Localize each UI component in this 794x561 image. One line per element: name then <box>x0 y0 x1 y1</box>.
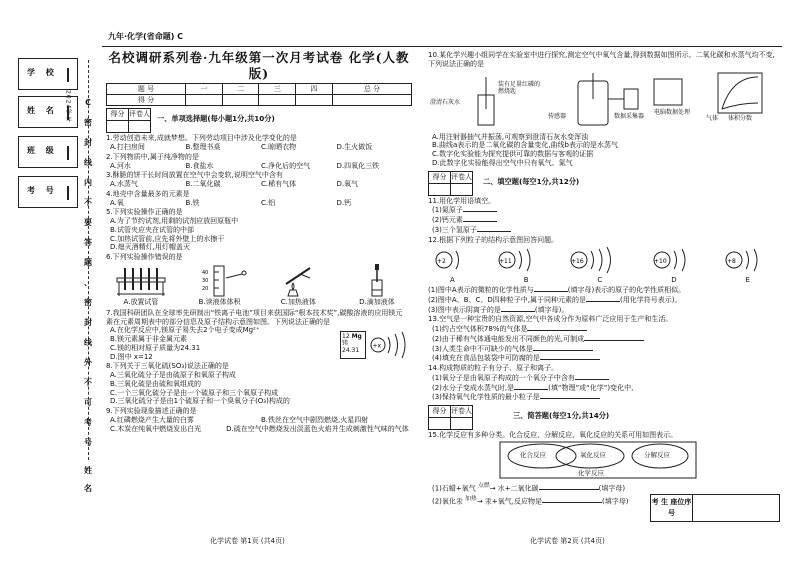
question-7: 7.我国科研团队在全球率先研制出“铁离子电池”项目来获国际“根本技术奖”,碳酸溶液的应用镁元素在元素周期表中的部分信息及原子结构示意图如图。下列说法正确的是 A.在化学反应中,镁原子易失去2个电子变成Mg²⁺ B.镁元素属于非金属元素 C.镁的相对原子质量为24.31 D.图中 x=12 12 Mg 镁 24.31 +x <box>106 309 412 362</box>
page-1-footer: 化学试卷 第1页 (共4页) <box>210 537 285 545</box>
question-9: 9.下列实验现象描述正确的是 A.红磷燃烧产生大量的白雾 B.铁丝在空气中剧烈燃烧,火星四射 C.木炭在纯氧中燃烧发出白光 D.硫在空气中燃烧发出淡蓝色火焰并生成刺激性气味的气体 <box>106 407 409 433</box>
atom-a <box>434 245 474 275</box>
q10-apparatus: 澄清石灰水 装有足量红磷的燃烧匙 传感器 数据采集器 电脑数据处理 气体 体积分数 <box>428 69 780 133</box>
question-14: 14.构成物质的粒子有分子、原子和离子。 (1)氧分子是由氧原子构成的一个氧分子中含有 (2)水分子变成水蒸气时,是 (填“物理”或“化学”)变化中, (3)保持氧气化学性质的最小粒子是 <box>428 364 634 402</box>
class-field[interactable]: 班 级 <box>18 136 78 168</box>
question-3: 3.酥脆的饼干长时间放置在空气中会变软,说明空气中含有 A.水蒸气 B.二氧化碳 C.稀有气体 D.氧气 <box>106 171 359 188</box>
question-10: 10.某化学兴趣小组同学在实验室中进行探究,测定空气中氧气含量,得到数据如图所示。二氧化碳和水蒸气均不变,下列说法正确的是 澄清石灰水 装有足量红磷的燃烧匙 传感器 数据采集器 电脑数据处理 气体 体积分数 A.用注射器抽气并振荡,可观察到澄清石灰水变浑浊 B.曲线a表示的是二氧化碳的含量变化,曲线b表示的是水蒸气 C.数字化实验能为探究提供可靠的数据与客观的证据 D.此数字化实验能得出空气中只有氧气、氮气 <box>428 51 780 168</box>
header-rule <box>102 46 782 47</box>
svg-text:+8: +8 <box>727 258 736 266</box>
score-table: 题 号 一 二 三 四 总 分 得 分 <box>106 83 412 106</box>
section-2-title: 二、填空题(每空1分,共12分) <box>483 176 580 186</box>
question-4: 4.地壳中含量最多的元素是 A.氧 B.铁 C.铝 D.钙 <box>106 189 352 207</box>
question-8: 8.下列关于三氧化硫(SO₃)说法正确的是 A.三氧化硫分子是由硫原子和氧原子构成 B.三氧化硫是由硫和氧组成的 C.一个三氧化硫分子是由一个硫原子和三个氧原子构成 D.三氧化硫分子是由1个硫原子和一个臭氧分子(O₃)构成的 <box>106 362 290 406</box>
question-12: 12.根据下列粒子的结构示意图回答问题。 +2 +11 +16 +10 +8 A B C D E (1)图中A表示的微粒的化学性质与 (填字母)表示的原子的化学性质相似。 (2)图中A、B、C、D四种粒子中,属于同种元素的是 (用化学符号表示)。 (3)图中表示阴离子的是 (填字母)。 <box>428 236 780 315</box>
svg-text:+11: +11 <box>498 258 512 266</box>
strip-name-label: 姓 名 <box>84 466 92 493</box>
question-11: 11.用化学用语填空。 (1)氮原子 (2)钙元素 (3)三个氢原子 <box>428 197 780 235</box>
q6-figures <box>106 264 412 308</box>
page-2 <box>428 50 780 506</box>
svg-text:40: 40 <box>201 269 209 276</box>
grader-box: 得分 评卷人 <box>106 108 151 133</box>
svg-text:20: 20 <box>201 285 209 292</box>
svg-text:+10: +10 <box>653 258 667 266</box>
atom-structures <box>428 244 780 276</box>
question-1: 1.劳动创造未来,成就梦想。下列劳动项目中涉及化学变化的是 A.打扫房间 B.整理书桌 C.晾晒衣物 D.生火做饭 <box>106 134 373 151</box>
atom-labels: A B C D E <box>450 276 750 285</box>
school-field[interactable]: 学 校 <box>18 58 78 90</box>
question-2: 2.下列物质中,属于纯净物的是 A.河水 B.食盐水 C.净化后的空气 D.四氧化三铁 <box>106 152 380 170</box>
question-13: 13.空气是一种宝贵的自然资源,空气中各成分作为原料广泛应用于生产和生活。 (1)约占空气体积78%的气体是 (2)由于稀有气体通电能发出不同颜色的光,可制成 (3)人类生命中不可缺少的气体是 (4)填充在食品包装袋中可防腐的是 <box>428 315 673 363</box>
strip-year-text: 2024学年 <box>64 90 72 124</box>
seat-number-box[interactable]: 考 生 座位序号 <box>650 494 780 522</box>
question-6: 6.下列实验操作错误的是 A.放置试管 40 30 20 B.读液体体积 C.加热液体 D.滴加液体 <box>106 253 412 308</box>
svg-text:+16: +16 <box>571 258 584 266</box>
atom-b <box>497 245 547 275</box>
page-1 <box>106 50 412 433</box>
reaction-venn-diagram: 化合反应 氧化反应 分解反应 化学反应 <box>498 440 698 480</box>
exam-title: 名校调研系列卷·九年级第一次月考试卷 化学(人教版) <box>108 50 410 81</box>
figure-b-graduated-cylinder: 40 30 20 B.读液体体积 <box>185 264 255 308</box>
grader-box-3: 得分 评卷人 <box>428 405 473 430</box>
svg-text:30: 30 <box>201 277 209 284</box>
svg-text:+2: +2 <box>437 258 446 266</box>
paper-header: 九年·化学(省命题) C <box>108 32 184 41</box>
svg-text:+x: +x <box>372 342 382 350</box>
atom-d <box>652 245 702 275</box>
figure-c-heating-liquid: C.加热液体 <box>263 264 333 308</box>
magnesium-element-card: 12 Mg 镁 24.31 <box>340 331 366 359</box>
figure-a-test-tube-rack: A.放置试管 <box>106 264 176 308</box>
question-15: 15.化学反应有多种分类。化合反应、分解反应、氧化反应的关系可用如图表示。 化合反应 氧化反应 分解反应 化学反应 (1)石蜡+氧气 $^{点燃}$→ 水+二氧化碳 (填字母) (2)氧化汞 $^{加热}$→ 汞+氧气,反应物是 (填字母) <box>428 431 780 506</box>
exam-number-field[interactable]: 考 号 <box>18 176 78 208</box>
section-1-title: 一、单项选择题(每小题1分,共10分) <box>157 114 275 124</box>
figure-d-dropper: D.滴加液体 <box>342 264 412 308</box>
grader-box-2: 得分 评卷人 <box>428 171 473 196</box>
page-2-footer: 化学试卷 第2页 (共4页) <box>530 537 605 545</box>
atom-c <box>569 245 629 275</box>
name-field[interactable]: 姓 名 <box>18 96 78 128</box>
seal-warning: C 密 封 线 内 不 要 答 题 、 密 封 线 外 不 可 考 号 <box>84 98 92 447</box>
atom-e <box>724 245 774 275</box>
section-3-title: 三、简答题(每空1分,共14分) <box>513 411 610 420</box>
question-5: 5.下列实验操作正确的是 A.为了节约试剂,用剩的试剂应放回原瓶中 B.试管夹应夹在试管的中部 C.加热试管前,应先将外壁上的水擦干 D.熄灭酒精灯,用灯帽盖灭 <box>106 208 239 252</box>
magnesium-atom-diagram <box>368 329 410 361</box>
